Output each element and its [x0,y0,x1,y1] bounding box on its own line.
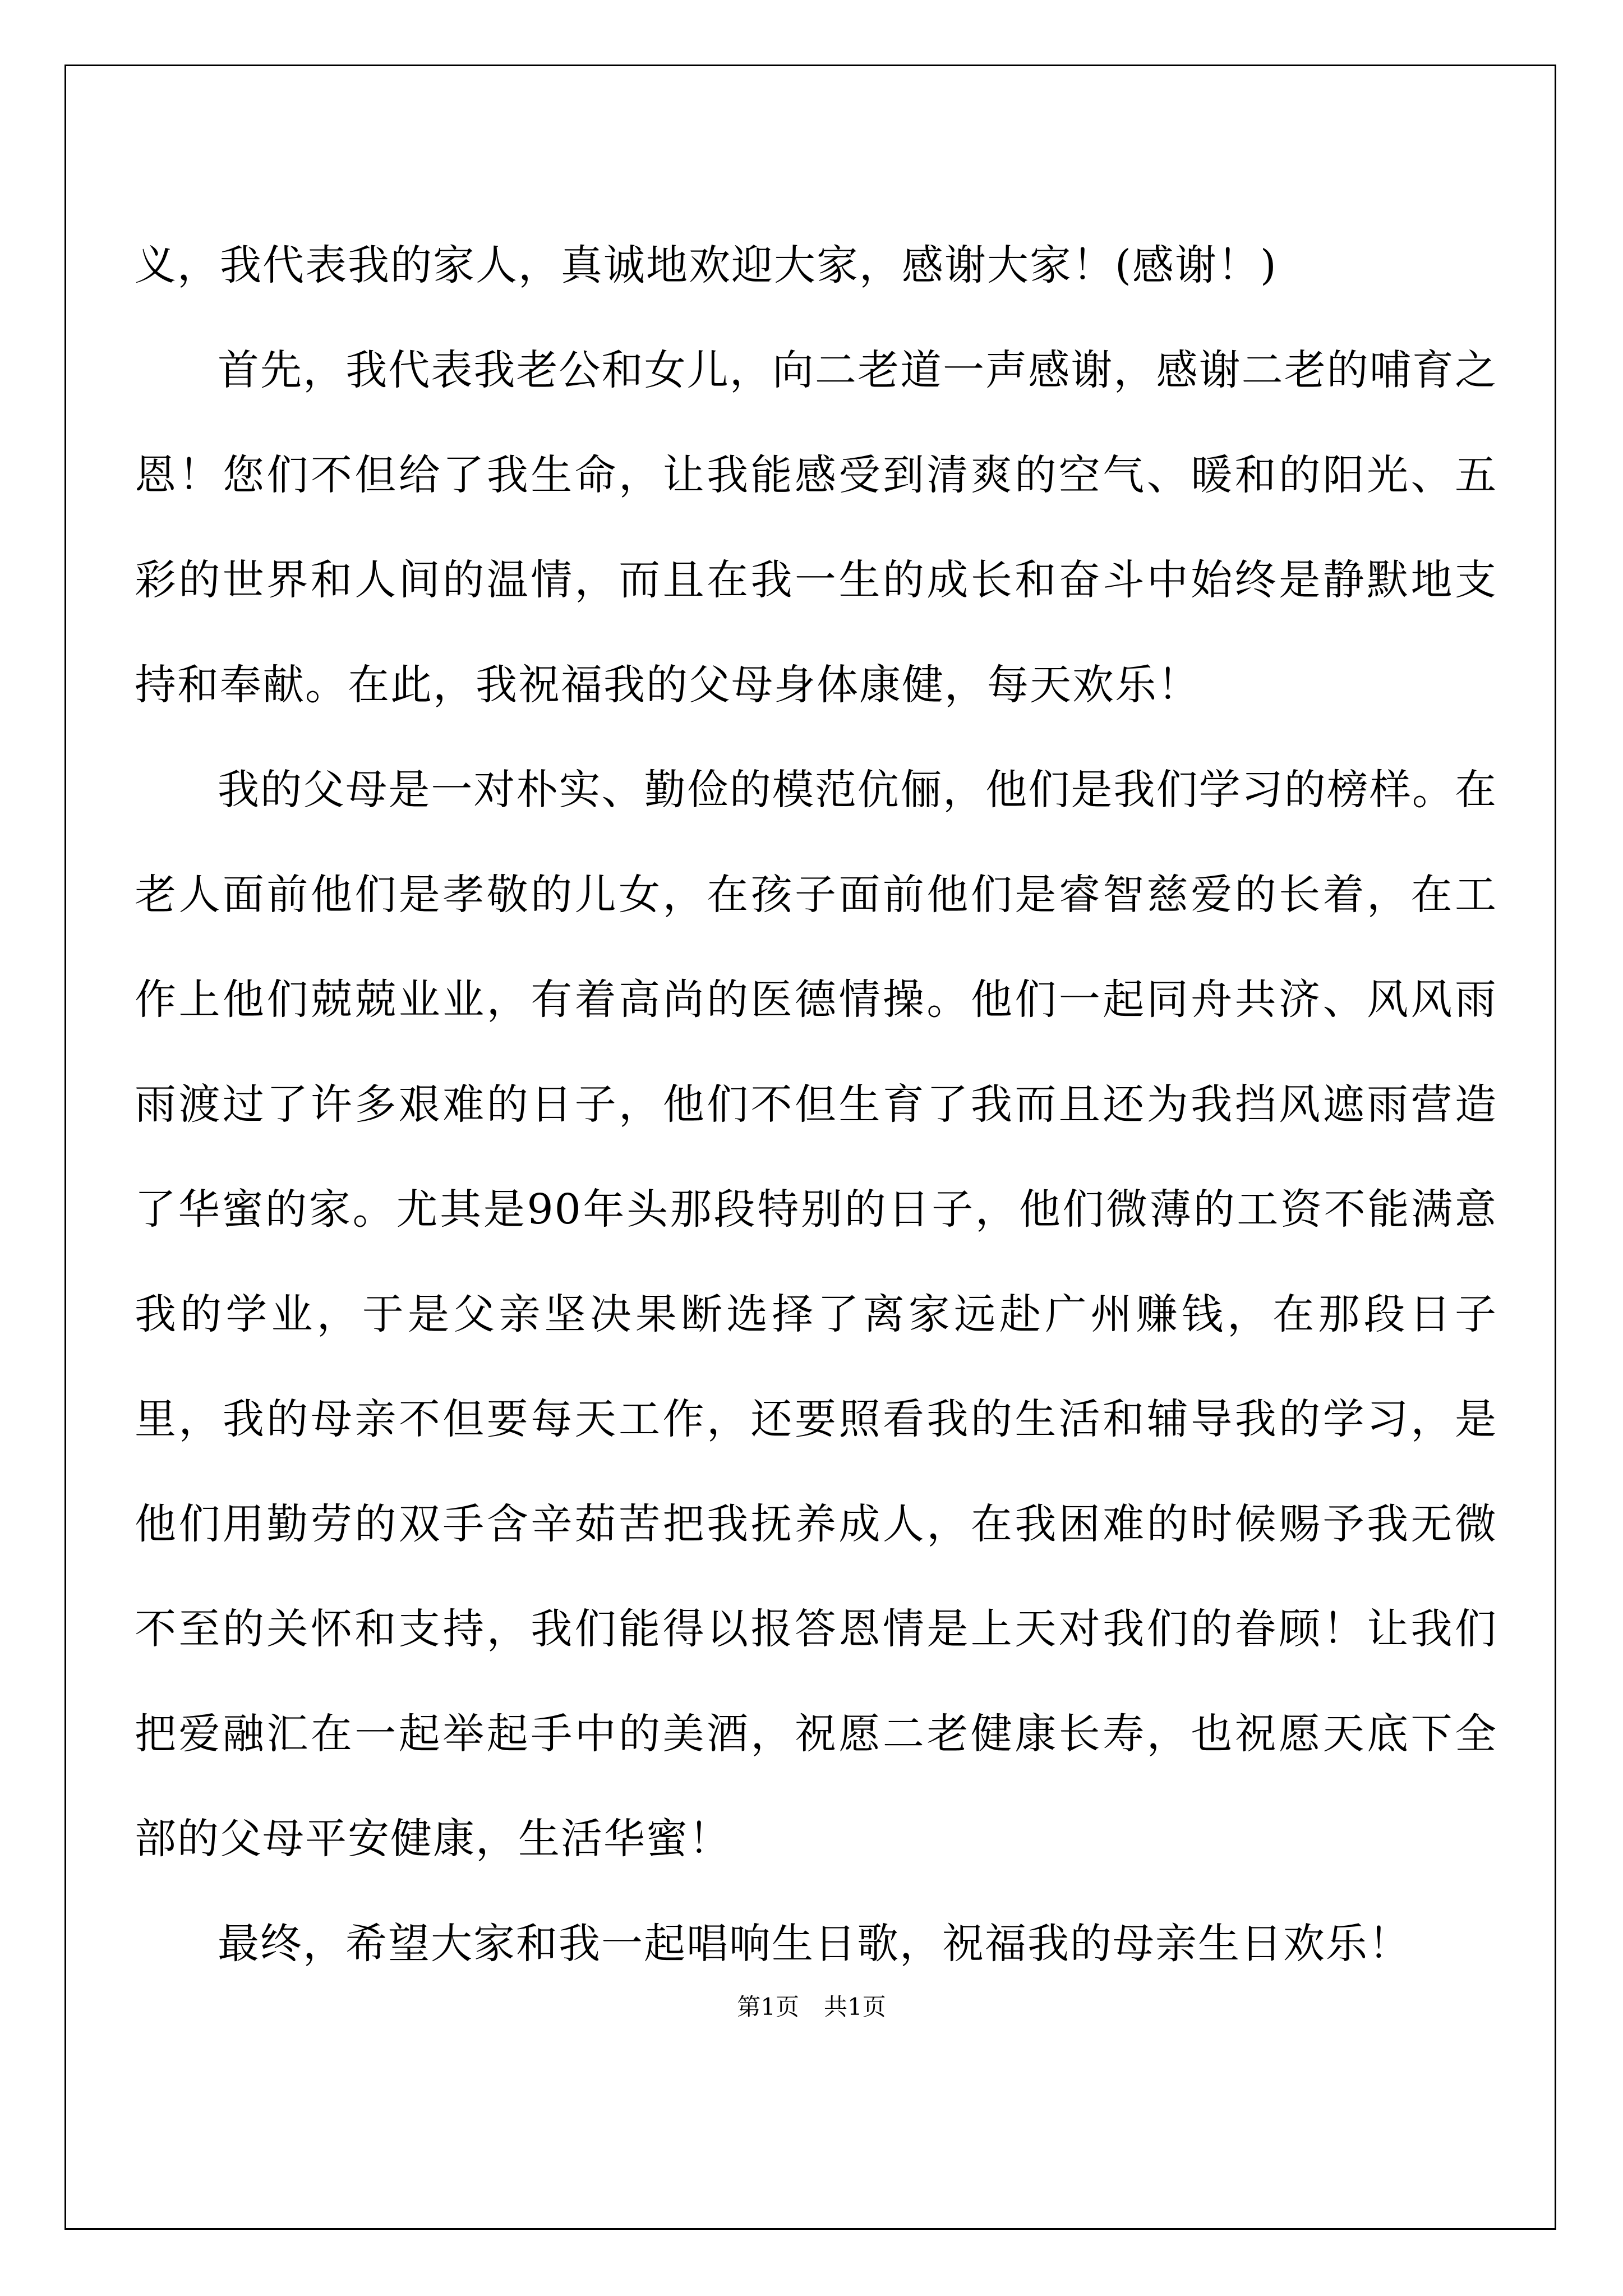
paragraph-parents-story: 我的父母是一对朴实、勤俭的模范伉俪，他们是我们学习的榜样。在老人面前他们是孝敬的儿女，在孩子面前他们是睿智慈爱的长着，在工作上他们兢兢业业，有着高尚的医德情操。他们一起同舟共济、风风雨雨渡过了许多艰难的日子，他们不但生育了我而且还为我挡风遮雨营造了华蜜的家。尤其是90年头那段特别的日子，他们微薄的工资不能满意我的学业，于是父亲坚决果断选择了离家远赴广州赚钱，在那段日子里，我的母亲不但要每天工作，还要照看我的生活和辅导我的学习，是他们用勤劳的双手含辛茹苦把我抚养成人，在我困难的时候赐予我无微不至的关怀和支持，我们能得以报答恩情是上天对我们的眷顾！让我们把爱融汇在一起举起手中的美酒，祝愿二老健康长寿，也祝愿天底下全部的父母平安健康，生活华蜜！ [135,766,1497,1863]
paragraph-closing: 最终，希望大家和我一起唱响生日歌，祝福我的母亲生日欢乐！ [218,1920,1411,1968]
page-total: 共1页 [824,1993,886,2021]
page-number: 第1页 [737,1993,799,2021]
page-footer [0,1989,1623,2022]
paragraph-thanks-parents: 首先，我代表我老公和女儿，向二老道一声感谢，感谢二老的哺育之恩！您们不但给了我生命，让我能感受到清爽的空气、暖和的阳光、五彩的世界和人间的温情，而且在我一生的成长和奋斗中始终是静默地支持和奉献。在此，我祝福我的父母身体康健，每天欢乐！ [135,346,1497,709]
paragraph-continuation: 义，我代表我的家人，真诚地欢迎大家，感谢大家！(感谢！) [135,241,1278,289]
document-body [135,213,1497,1996]
